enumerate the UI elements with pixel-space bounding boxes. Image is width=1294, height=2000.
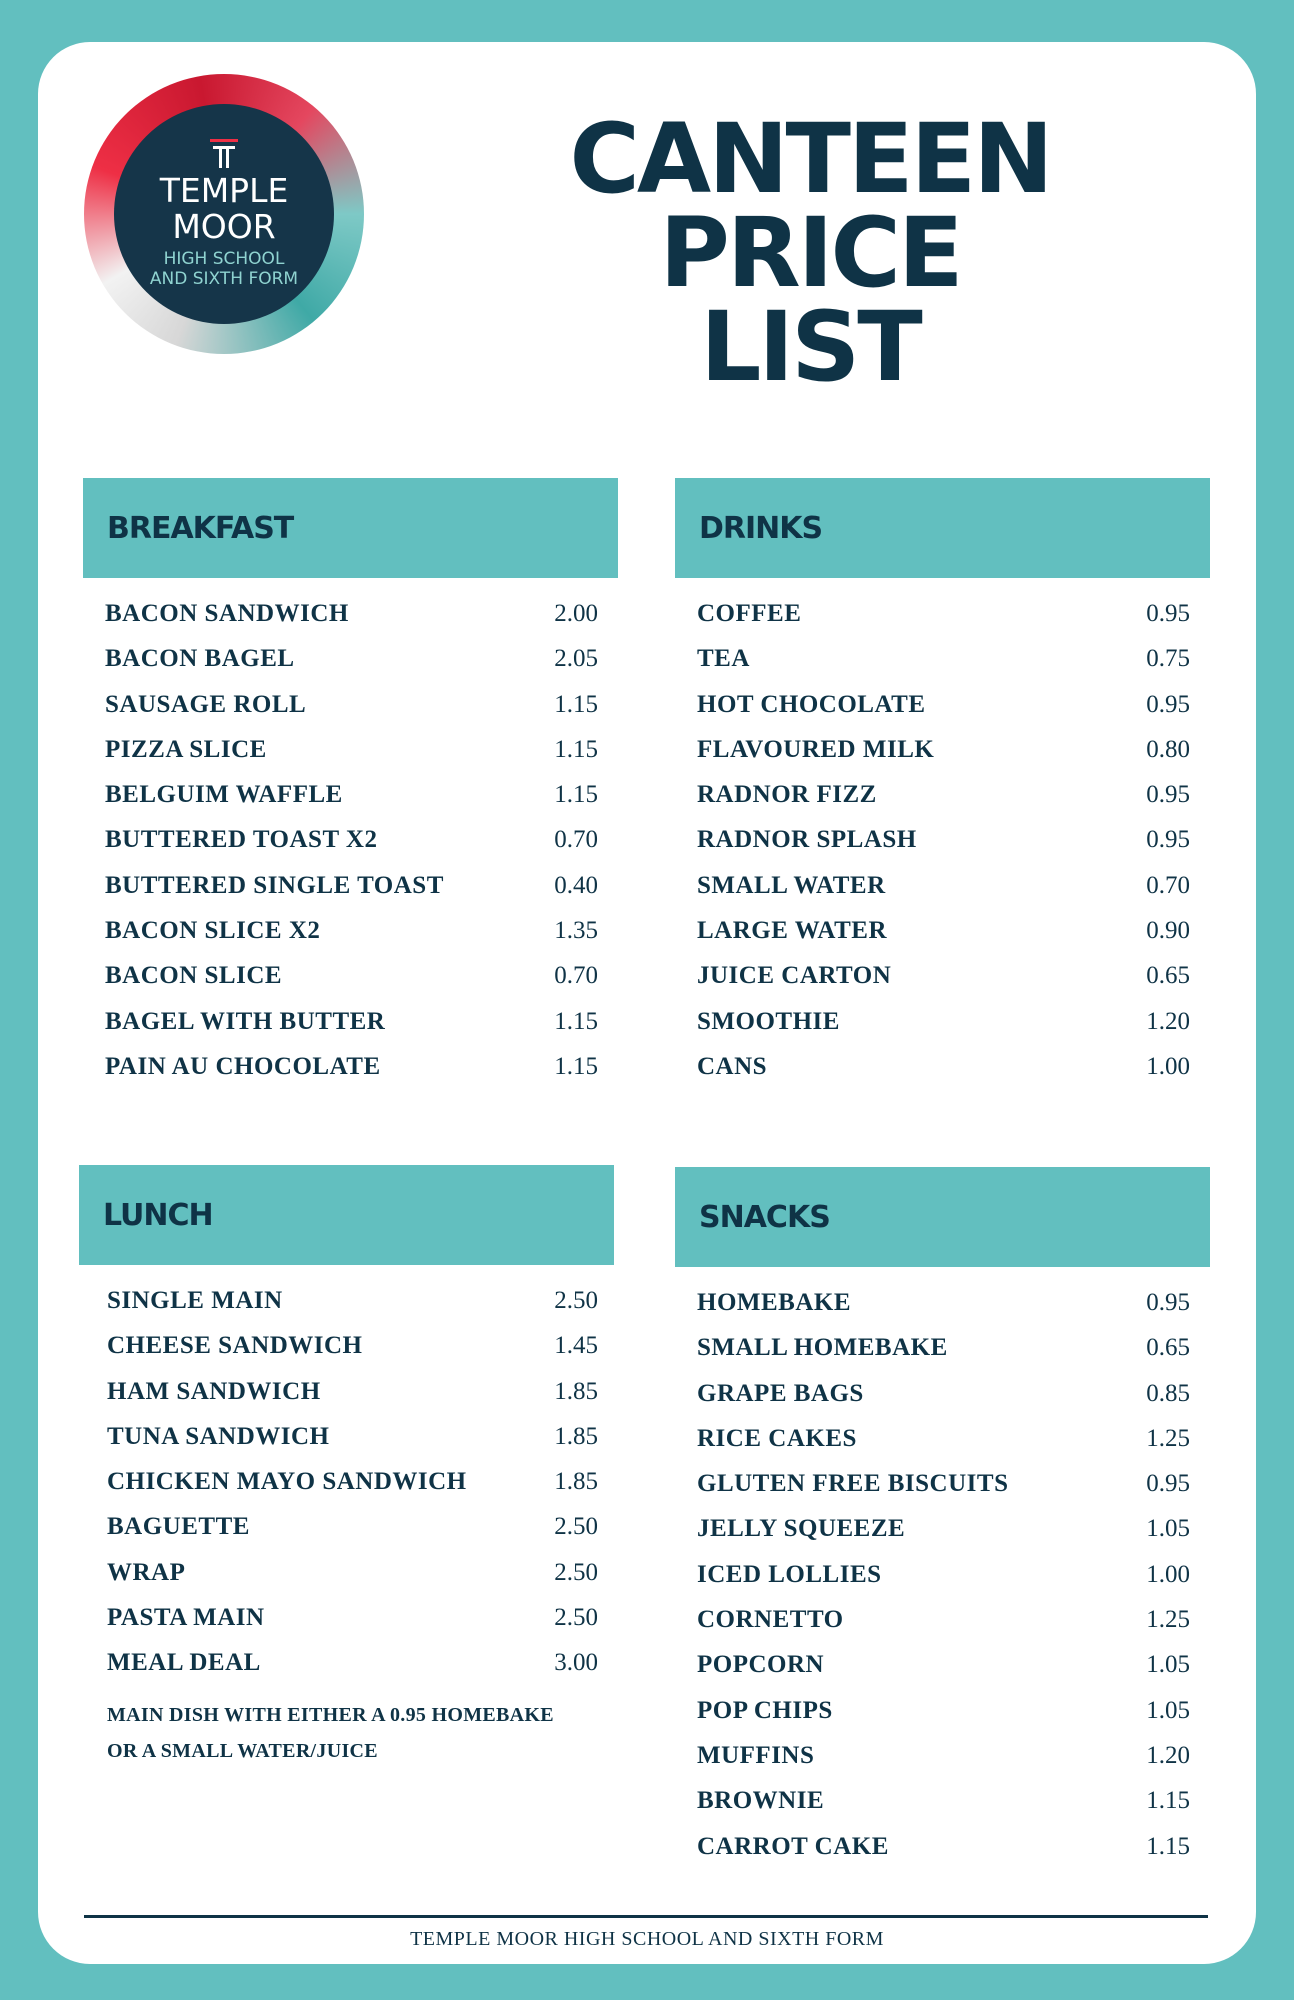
item-price: 0.95 [1146,1289,1190,1316]
item-name: CHICKEN MAYO SANDWICH [107,1468,467,1496]
item-price: 2.50 [554,1287,598,1314]
logo-text-high-school: HIGH SCHOOL [163,249,285,269]
item-name: GRAPE BAGS [697,1379,864,1407]
item-price: 0.90 [1146,917,1190,945]
drinks-section [675,478,1210,1098]
item-price: 0.70 [1146,871,1190,899]
breakfast-menu-item [105,826,598,871]
drinks-menu-item [697,826,1190,871]
item-price: 1.15 [1146,1832,1190,1860]
item-name: BACON BAGEL [105,645,295,673]
item-name: BROWNIE [697,1787,825,1815]
drinks-menu-item [697,645,1190,690]
lunch-menu-item [107,1378,598,1423]
item-name: CORNETTO [697,1606,844,1634]
snacks-menu-item [697,1606,1190,1651]
lunch-item-list [79,1265,614,1695]
item-name: CANS [697,1052,768,1080]
breakfast-menu-item [105,691,598,736]
item-name: GLUTEN FREE BISCUITS [697,1470,1009,1498]
item-name: RICE CAKES [697,1424,857,1452]
school-logo [84,74,364,354]
item-price: 1.05 [1146,1515,1190,1543]
drinks-menu-item [697,600,1190,645]
item-price: 2.50 [554,1604,598,1632]
lunch-heading: LUNCH [79,1165,614,1265]
drinks-item-list [675,578,1210,1098]
snacks-menu-item [697,1742,1190,1787]
item-price: 1.25 [1146,1424,1190,1452]
drinks-menu-item [697,1053,1190,1098]
item-price: 2.05 [554,645,598,673]
item-price: 0.95 [1146,781,1190,809]
breakfast-menu-item [105,962,598,1007]
item-price: 1.15 [1146,1787,1190,1815]
lunch-menu-item [107,1649,598,1694]
lunch-menu-item [107,1332,598,1377]
item-price: 0.65 [1146,962,1190,990]
item-name: SMOOTHIE [697,1007,840,1035]
drinks-menu-item [697,1008,1190,1053]
item-price: 1.85 [554,1468,598,1496]
snacks-menu-item [697,1334,1190,1379]
snacks-menu-item [697,1833,1190,1878]
item-name: JELLY SQUEEZE [697,1515,906,1543]
breakfast-menu-item [105,736,598,781]
footer-divider [84,1915,1208,1918]
item-price: 0.70 [554,962,598,990]
breakfast-item-list [83,578,618,1098]
drinks-menu-item [697,736,1190,781]
item-price: 1.15 [554,735,598,763]
item-price: 0.70 [554,826,598,854]
snacks-menu-item [697,1289,1190,1334]
breakfast-menu-item [105,645,598,690]
item-price: 0.40 [554,871,598,899]
item-name: COFFEE [697,600,802,627]
temple-moor-icon [210,139,238,169]
breakfast-menu-item [105,917,598,962]
item-price: 0.85 [1146,1379,1190,1407]
item-name: BUTTERED TOAST X2 [105,826,378,854]
snacks-menu-item [697,1561,1190,1606]
meal-deal-note: MAIN DISH WITH EITHER A 0.95 HOMEBAKE OR A SMALL WATER/JUICE [107,1703,554,1762]
logo-text-sixth-form: AND SIXTH FORM [149,269,299,289]
snacks-menu-item [697,1787,1190,1832]
item-name: CARROT CAKE [697,1832,889,1860]
item-price: 0.95 [1146,826,1190,854]
item-name: LARGE WATER [697,917,888,945]
item-price: 0.75 [1146,645,1190,673]
lunch-section [79,1165,614,1769]
item-price: 1.15 [554,781,598,809]
page-title-line1: CANTEEN PRICE [569,103,1051,309]
breakfast-menu-item [105,1053,598,1098]
item-name: FLAVOURED MILK [697,735,935,763]
item-price: 1.15 [554,1007,598,1035]
item-name: HOT CHOCOLATE [697,690,926,718]
logo-text-temple: TEMPLE [159,171,289,210]
snacks-menu-item [697,1425,1190,1470]
drinks-menu-item [697,962,1190,1007]
item-name: SAUSAGE ROLL [105,690,307,718]
item-name: BELGUIM WAFFLE [105,781,343,809]
footer-text: TEMPLE MOOR HIGH SCHOOL AND SIXTH FORM [410,1928,884,1950]
item-name: BACON SANDWICH [105,600,349,627]
item-name: BACON SLICE [105,962,283,990]
item-price: 1.00 [1146,1052,1190,1080]
item-name: PAIN AU CHOCOLATE [105,1052,381,1080]
item-name: MUFFINS [697,1741,815,1769]
item-price: 0.95 [1146,690,1190,718]
item-price: 3.00 [554,1649,598,1677]
snacks-menu-item [697,1515,1190,1560]
item-name: TUNA SANDWICH [107,1422,330,1450]
item-name: POPCORN [697,1651,825,1679]
item-name: HAM SANDWICH [107,1377,321,1405]
item-price: 1.85 [554,1422,598,1450]
drinks-menu-item [697,917,1190,962]
page-title [420,103,1200,403]
item-name: HOMEBAKE [697,1289,852,1316]
item-price: 1.35 [554,917,598,945]
item-price: 1.20 [1146,1741,1190,1769]
item-price: 1.15 [554,1052,598,1080]
item-name: BAGEL WITH BUTTER [105,1007,386,1035]
item-price: 1.45 [554,1332,598,1360]
snacks-item-list [675,1267,1210,1878]
item-name: SMALL WATER [697,871,886,899]
snacks-heading: SNACKS [675,1167,1210,1267]
item-price: 2.50 [554,1558,598,1586]
item-price: 1.05 [1146,1651,1190,1679]
item-name: SMALL HOMEBAKE [697,1334,948,1362]
lunch-menu-item [107,1423,598,1468]
item-name: POP CHIPS [697,1696,833,1724]
item-price: 0.95 [1146,600,1190,627]
item-name: BAGUETTE [107,1513,250,1541]
page-title-line2: LIST [700,291,920,403]
item-name: JUICE CARTON [697,962,892,990]
breakfast-menu-item [105,781,598,826]
lunch-menu-item [107,1559,598,1604]
item-price: 0.95 [1146,1470,1190,1498]
item-name: PIZZA SLICE [105,735,267,763]
item-name: BUTTERED SINGLE TOAST [105,871,444,899]
item-name: RADNOR SPLASH [697,826,917,854]
item-price: 2.00 [554,600,598,627]
lunch-menu-item [107,1604,598,1649]
drinks-menu-item [697,691,1190,736]
item-name: SINGLE MAIN [107,1287,283,1314]
item-name: RADNOR FIZZ [697,781,877,809]
item-name: TEA [697,645,750,673]
breakfast-section [83,478,618,1098]
item-price: 1.05 [1146,1696,1190,1724]
item-price: 1.20 [1146,1007,1190,1035]
logo-text-moor: MOOR [172,207,276,246]
item-price: 1.85 [554,1377,598,1405]
item-name: BACON SLICE X2 [105,917,321,945]
item-price: 1.25 [1146,1606,1190,1634]
item-name: PASTA MAIN [107,1604,265,1632]
drinks-menu-item [697,872,1190,917]
snacks-section [675,1167,1210,1878]
item-name: ICED LOLLIES [697,1560,882,1588]
item-name: CHEESE SANDWICH [107,1332,363,1360]
item-price: 1.00 [1146,1560,1190,1588]
breakfast-menu-item [105,1008,598,1053]
breakfast-menu-item [105,872,598,917]
lunch-menu-item [107,1468,598,1513]
item-price: 0.80 [1146,735,1190,763]
snacks-menu-item [697,1697,1190,1742]
lunch-menu-item [107,1513,598,1558]
snacks-menu-item [697,1380,1190,1425]
item-price: 0.65 [1146,1334,1190,1362]
item-name: MEAL DEAL [107,1649,261,1677]
snacks-menu-item [697,1651,1190,1696]
item-name: WRAP [107,1558,186,1586]
item-price: 1.15 [554,690,598,718]
item-price: 2.50 [554,1513,598,1541]
lunch-menu-item [107,1287,598,1332]
snacks-menu-item [697,1470,1190,1515]
logo-badge [114,104,334,324]
breakfast-heading: BREAKFAST [83,478,618,578]
breakfast-menu-item [105,600,598,645]
drinks-heading: DRINKS [675,478,1210,578]
drinks-menu-item [697,781,1190,826]
